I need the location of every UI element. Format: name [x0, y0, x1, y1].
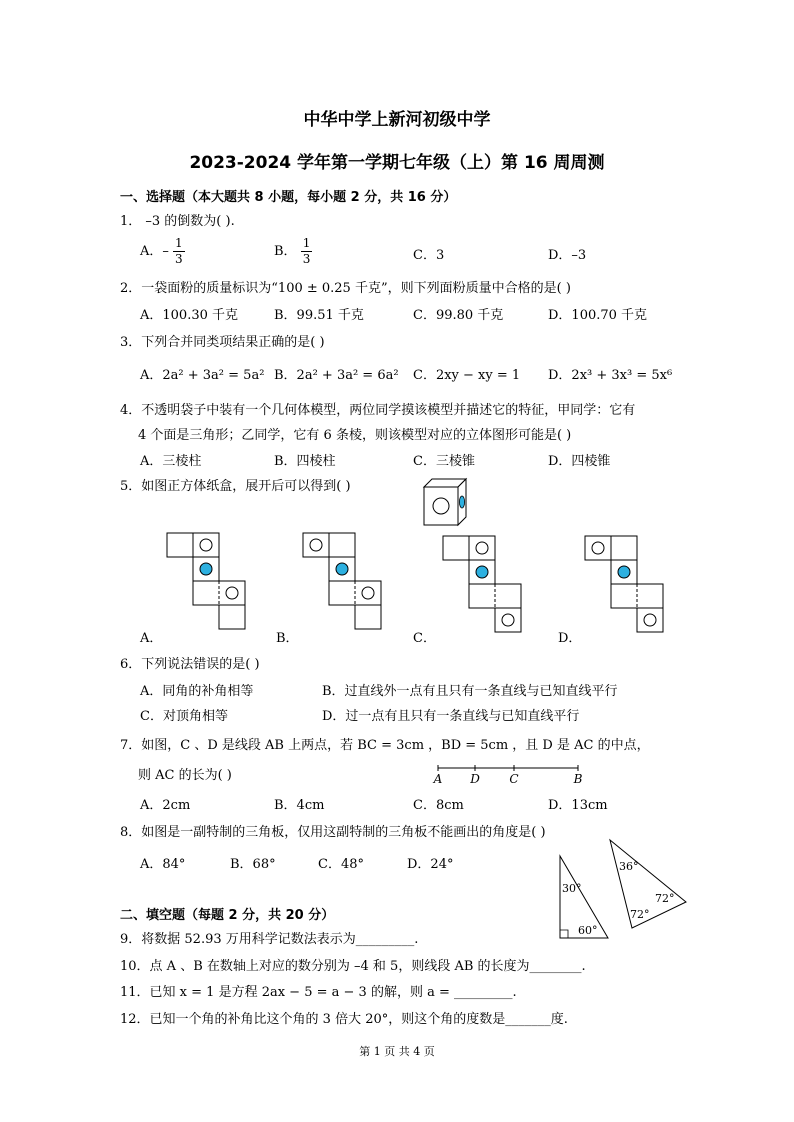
cube-figure: [420, 475, 470, 529]
net-a: [166, 532, 246, 632]
point-a-label: A: [433, 772, 443, 786]
q7-line1: 7．如图，C 、D 是线段 AB 上两点，若 BC = 3cm ，BD = 5cm ，且 D 是 AC 的中点，: [120, 738, 650, 753]
school-name: 中华中学上新河初级中学: [303, 110, 491, 130]
q8-text: 8．如图是一副特制的三角板，仅用这副特制的三角板不能画出的角度是( ): [120, 825, 546, 840]
q4-option-d: D．四棱锥: [548, 454, 611, 469]
net-c: [442, 535, 522, 645]
page-footer: 第 1 页 共 4 页: [359, 1045, 435, 1058]
point-b-label: B: [573, 772, 583, 786]
q11-text: 11．已知 x = 1 是方程 2ax − 5 = a − 3 的解，则 a = _________.: [120, 985, 517, 1000]
net-d: [584, 535, 664, 645]
q3-option-d: D．2x³ + 3x³ = 5x⁶: [548, 368, 673, 383]
point-c-label: C: [509, 772, 519, 786]
section2-heading: 二、填空题（每题 2 分，共 20 分）: [120, 908, 335, 923]
q4-option-c: C．三棱锥: [413, 454, 475, 469]
q6-option-a: A．同角的补角相等: [140, 684, 254, 699]
q1-option-d: D．–3: [548, 248, 587, 263]
q3-option-c: C．2xy − xy = 1: [413, 368, 521, 383]
q7-option-a: A．2cm: [140, 798, 191, 813]
angle-36-label: 36°: [619, 860, 639, 873]
q5-option-d: D．: [558, 631, 582, 646]
angle-72-bottom-label: 72°: [630, 908, 650, 921]
q7-option-b: B．4cm: [274, 798, 325, 813]
q5-option-b: B．: [276, 631, 299, 646]
q9-text: 9．将数据 52.93 万用科学记数法表示为_________.: [120, 932, 419, 947]
q7-line2: 则 AC 的长为( ): [138, 768, 232, 783]
exam-title: 2023-2024 学年第一学期七年级（上）第 16 周周测: [189, 153, 605, 173]
q1-b-num: 1: [302, 236, 311, 250]
q1-a-prefix: A．–: [140, 244, 169, 259]
angle-30-label: 30°: [562, 882, 582, 895]
triangle-set-figure: [556, 836, 692, 942]
q1-text: 1． –3 的倒数为( ).: [120, 214, 235, 229]
q8-option-a: A．84°: [140, 857, 186, 872]
q8-option-c: C．48°: [318, 857, 364, 872]
q1-a-num: 1: [175, 236, 183, 250]
q6-option-b: B．过直线外一点有且只有一条直线与已知直线平行: [322, 684, 618, 699]
angle-60-label: 60°: [578, 924, 598, 937]
q6-text: 6．下列说法错误的是( ): [120, 657, 260, 672]
q2-option-d: D．100.70 千克: [548, 308, 648, 323]
q1-option-c: C．3: [413, 248, 445, 263]
point-d-label: D: [470, 772, 480, 786]
cube-side-dot: [459, 496, 464, 508]
q1-option-b: [274, 236, 312, 267]
q1-option-a: [140, 236, 185, 267]
q3-option-b: B．2a² + 3a² = 6a²: [274, 368, 399, 383]
q4-line2: 4 个面是三角形；乙同学，它有 6 条棱，则该模型对应的立体图形可能是( ): [138, 428, 572, 443]
q2-option-b: B．99.51 千克: [274, 308, 364, 323]
q7-option-d: D．13cm: [548, 798, 608, 813]
q1-b-prefix: B．: [274, 244, 297, 259]
net-b: [302, 532, 382, 632]
q2-text: 2．一袋面粉的质量标识为“100 ± 0.25 千克”，则下列面粉质量中合格的是( ): [120, 281, 571, 296]
segment-figure: [428, 756, 588, 786]
q5-text: 5．如图正方体纸盒，展开后可以得到( ): [120, 479, 351, 494]
q4-line1: 4．不透明袋子中装有一个几何体模型，两位同学摸该模型并描述它的特征，甲同学：它有: [120, 403, 636, 418]
q4-option-a: A．三棱柱: [140, 454, 202, 469]
q3-text: 3．下列合并同类项结果正确的是( ): [120, 335, 325, 350]
q10-text: 10．点 A 、B 在数轴上对应的数分别为 –4 和 5，则线段 AB 的长度为________.: [120, 959, 586, 974]
q4-option-b: B．四棱柱: [274, 454, 336, 469]
q5-option-a: A．: [140, 631, 163, 646]
q1-a-den: 3: [175, 252, 183, 266]
q2-option-c: C．99.80 千克: [413, 308, 504, 323]
cube-front-circle: [433, 498, 449, 514]
q1-b-fraction: [301, 236, 313, 267]
section1-heading: 一、选择题（本大题共 8 小题，每小题 2 分，共 16 分）: [120, 190, 457, 205]
q1-a-fraction: [173, 236, 185, 267]
q7-option-c: C．8cm: [413, 798, 464, 813]
q2-option-a: A．100.30 千克: [140, 308, 239, 323]
q8-option-b: B．68°: [230, 857, 276, 872]
q1-b-den: 3: [302, 252, 311, 266]
q6-option-d: D．过一点有且只有一条直线与已知直线平行: [322, 709, 580, 724]
angle-72-right-label: 72°: [655, 892, 675, 905]
q8-option-d: D．24°: [407, 857, 454, 872]
q12-text: 12．已知一个角的补角比这个角的 3 倍大 20°，则这个角的度数是_______度.: [120, 1012, 568, 1027]
q6-option-c: C．对顶角相等: [140, 709, 228, 724]
q3-option-a: A．2a² + 3a² = 5a²: [140, 368, 265, 383]
q5-option-c: C．: [413, 631, 436, 646]
